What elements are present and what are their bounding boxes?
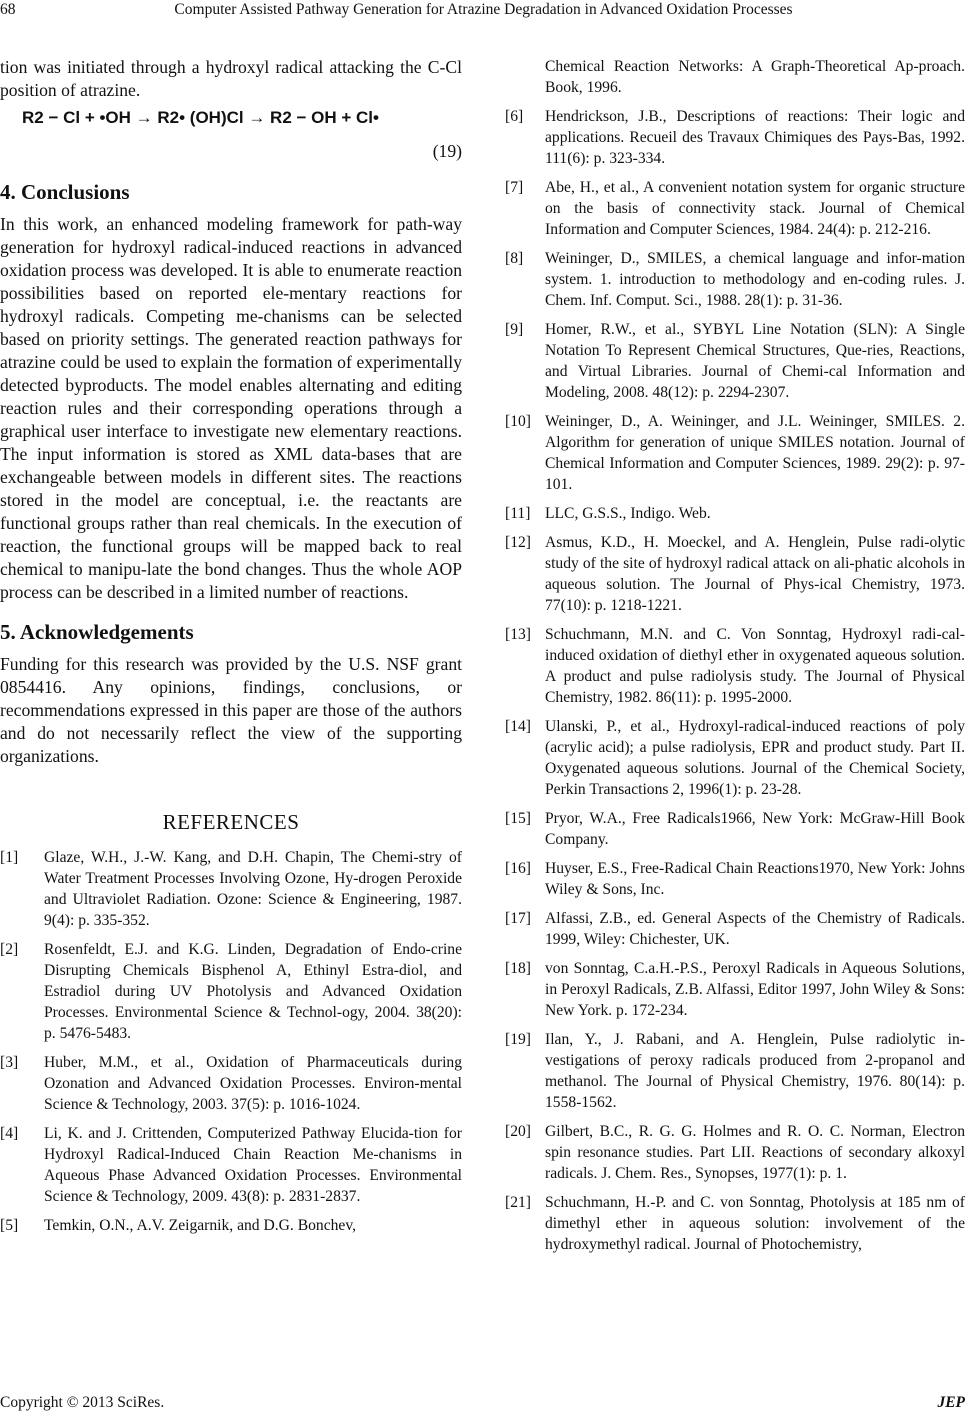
reference-item bbox=[505, 624, 965, 708]
reference-text: von Sonntag, C.a.H.-P.S., Peroxyl Radicals in Aqueous Solutions, in Peroxyl Radicals, Z.B. Alfassi, Editor 1997, John Wiley & Sons: New York. p. 172-234. bbox=[545, 960, 965, 1019]
reference-text: Pryor, W.A., Free Radicals1966, New York: McGraw-Hill Book Company. bbox=[545, 810, 965, 848]
reference-number: [19] bbox=[505, 1031, 531, 1048]
reference-number: [10] bbox=[505, 413, 531, 430]
reference-item bbox=[0, 847, 462, 931]
reference-number: [2] bbox=[0, 941, 19, 958]
reference-item bbox=[0, 1052, 462, 1115]
reference-text: Homer, R.W., et al., SYBYL Line Notation (SLN): A Single Notation To Represent Chemical Structures, Que-ries, Reactions, and Virtual Libraries. Journal of Chemi-cal Information and Modeling, 2008. 48(12): p. 2294-2307. bbox=[545, 321, 965, 401]
equation-number: (19) bbox=[432, 141, 462, 161]
equation-block bbox=[0, 108, 462, 162]
reference-item bbox=[505, 716, 965, 800]
reference-number: [12] bbox=[505, 534, 531, 551]
conclusions-paragraph: In this work, an enhanced modeling framework for path-way generation for hydroxyl radical-induced reactions in advanced oxidation process was developed. It is able to enumerate reaction possibilities based on reported ele-mentary reactions for hydroxyl radicals. Competing me-chanisms can be selected based on priority settings. The generated reaction pathways for atrazine could be used to explain the formation of experimentally detected byproducts. The model enables alternating and editing reaction rules and their corresponding operations through a graphical user interface to investigate new elementary reactions. The input information is stored as XML data-bases that are exchangeable between models in different sites. The reactions stored in the model are conceptual, i.e. the reactants are functional groups rather than real chemicals. In the execution of reaction, the functional groups will be mapped back to real chemical to manipu-late the bond changes. Thus the whole AOP process can be described in a limited number of reactions. bbox=[0, 214, 462, 602]
reference-item bbox=[505, 319, 965, 403]
reference-text: Huyser, E.S., Free-Radical Chain Reactions1970, New York: Johns Wiley & Sons, Inc. bbox=[545, 860, 965, 898]
references-heading: REFERENCES bbox=[162, 810, 300, 834]
reference-item bbox=[0, 1123, 462, 1207]
reference-item bbox=[505, 106, 965, 169]
reference-text: Asmus, K.D., H. Moeckel, and A. Henglein, Pulse radi-olytic study of the site of hydroxyl radical attack on ali-phatic alcohols in aqueous solution. The Journal of Phys-ical Chemistry, 1973. 77(10): p. 1218-1221. bbox=[545, 534, 965, 614]
reference-item bbox=[505, 56, 965, 98]
intro-paragraph: tion was initiated through a hydroxyl radical attacking the C-Cl position of atrazine. bbox=[0, 57, 462, 100]
reference-number: [7] bbox=[505, 179, 524, 196]
reference-number: [8] bbox=[505, 250, 524, 267]
reference-item bbox=[505, 1192, 965, 1255]
reference-number: [9] bbox=[505, 321, 524, 338]
reference-number: [5] bbox=[0, 1217, 19, 1234]
reference-number: [3] bbox=[0, 1054, 19, 1071]
reference-number: [14] bbox=[505, 718, 531, 735]
reference-number: [21] bbox=[505, 1194, 531, 1211]
reference-text: Ilan, Y., J. Rabani, and A. Henglein, Pulse radiolytic in-vestigations of peroxy radicals produced from 2-propanol and methanol. The Journal of Physical Chemistry, 1976. 80(14): p. 1558-1562. bbox=[545, 1031, 965, 1111]
reference-item bbox=[505, 858, 965, 900]
reference-item bbox=[505, 958, 965, 1021]
equation-formula: R2 − Cl + •OH → R2• (OH)Cl → R2 − OH + Cl• bbox=[22, 108, 379, 127]
running-title: Computer Assisted Pathway Generation for Atrazine Degradation in Advanced Oxidation Processes bbox=[174, 1, 793, 18]
reference-number: [18] bbox=[505, 960, 531, 977]
acknowledgements-paragraph: Funding for this research was provided by the U.S. NSF grant 0854416. Any opinions, findings, conclusions, or recommendations expressed in this paper are those of the authors and do not necessarily reflect the view of the supporting organizations. bbox=[0, 654, 462, 766]
acknowledgements-heading: 5. Acknowledgements bbox=[0, 620, 194, 644]
reference-item bbox=[505, 908, 965, 950]
copyright-notice: Copyright © 2013 SciRes. bbox=[0, 1394, 165, 1411]
reference-number: [6] bbox=[505, 108, 524, 125]
reference-number: [17] bbox=[505, 910, 531, 927]
reference-number: [16] bbox=[505, 860, 531, 877]
references-list-left bbox=[0, 847, 462, 1236]
reference-text: Temkin, O.N., A.V. Zeigarnik, and D.G. Bonchev, bbox=[44, 1217, 357, 1234]
reference-text: Li, K. and J. Crittenden, Computerized Pathway Elucida-tion for Hydroxyl Radical-Induced Chain Reaction Me-chanisms in Aqueous Phase Advanced Oxidation Processes. Environmental Science & Technology, 2009. 43(8): p. 2831-2837. bbox=[44, 1125, 462, 1205]
reference-text: Abe, H., et al., A convenient notation system for organic structure on the basis of connectivity stack. Journal of Chemical Information and Computer Sciences, 1984. 24(4): p. 212-216. bbox=[545, 179, 965, 238]
reference-text: Gilbert, B.C., R. G. G. Holmes and R. O. C. Norman, Electron spin resonance studies. Part LII. Reactions of secondary alkoxyl radicals. J. Chem. Res., Synopses, 1977(1): p. 1. bbox=[545, 1123, 965, 1182]
left-column bbox=[0, 56, 462, 1244]
reference-item bbox=[505, 411, 965, 495]
reference-text: Huber, M.M., et al., Oxidation of Pharmaceuticals during Ozonation and Advanced Oxidation Processes. Environ-mental Science & Technology, 2003. 37(5): p. 1016-1024. bbox=[44, 1054, 462, 1113]
reference-text: Schuchmann, H.-P. and C. von Sonntag, Photolysis at 185 nm of dimethyl ether in aqueous solution: involvement of the hydroxymethyl radical. Journal of Photochemistry, bbox=[545, 1194, 965, 1253]
reference-text: Chemical Reaction Networks: A Graph-Theoretical Ap-proach. Book, 1996. bbox=[545, 58, 965, 96]
reference-text: Hendrickson, J.B., Descriptions of reactions: Their logic and applications. Recueil des Travaux Chimiques des Pays-Bas, 1992. 111(6): p. 323-334. bbox=[545, 108, 965, 167]
reference-item bbox=[505, 532, 965, 616]
reference-item bbox=[505, 248, 965, 311]
reference-number: [20] bbox=[505, 1123, 531, 1140]
reference-item bbox=[505, 1029, 965, 1113]
right-column bbox=[505, 56, 965, 1263]
page-header bbox=[0, 0, 967, 24]
reference-item bbox=[505, 808, 965, 850]
reference-number: [15] bbox=[505, 810, 531, 827]
reference-number: [1] bbox=[0, 849, 19, 866]
reference-text: Alfassi, Z.B., ed. General Aspects of the Chemistry of Radicals. 1999, Wiley: Chichester, UK. bbox=[545, 910, 965, 948]
reference-number: [11] bbox=[505, 505, 531, 522]
reference-text: Ulanski, P., et al., Hydroxyl-radical-induced reactions of poly (acrylic acid); a pulse radiolysis, EPR and product study. Part II. Oxygenated aqueous solutions. Journal of the Chemical Society, Perkin Transactions 2, 1996(1): p. 23-28. bbox=[545, 718, 965, 798]
page-number: 68 bbox=[0, 1, 16, 18]
reference-text: LLC, G.S.S., Indigo. Web. bbox=[545, 505, 711, 522]
reference-text: Weininger, D., SMILES, a chemical language and infor-mation system. 1. introduction to methodology and en-coding rules. J. Chem. Inf. Comput. Sci., 1988. 28(1): p. 31-36. bbox=[545, 250, 965, 309]
reference-text: Weininger, D., A. Weininger, and J.L. Weininger, SMILES. 2. Algorithm for generation of unique SMILES notation. Journal of Chemical Information and Computer Sciences, 1989. 29(2): p. 97-101. bbox=[545, 413, 965, 493]
reference-number: [13] bbox=[505, 626, 531, 643]
reference-text: Schuchmann, M.N. and C. Von Sonntag, Hydroxyl radi-cal-induced oxidation of diethyl ether in oxygenated aqueous solution. A product and pulse radiolysis study. The Journal of Physical Chemistry, 1982. 86(11): p. 1995-2000. bbox=[545, 626, 965, 706]
journal-abbreviation: JEP bbox=[937, 1394, 965, 1411]
reference-item bbox=[0, 1215, 462, 1236]
reference-item bbox=[505, 1121, 965, 1184]
reference-text: Glaze, W.H., J.-W. Kang, and D.H. Chapin, The Chemi-stry of Water Treatment Processes Involving Ozone, Hy-drogen Peroxide and Ultraviolet Radiation. Ozone: Science & Engineering, 1987. 9(4): p. 335-352. bbox=[44, 849, 462, 929]
reference-item bbox=[505, 503, 965, 524]
conclusions-heading: 4. Conclusions bbox=[0, 180, 130, 204]
reference-item bbox=[0, 939, 462, 1044]
reference-item bbox=[505, 177, 965, 240]
reference-text: Rosenfeldt, E.J. and K.G. Linden, Degradation of Endo-crine Disrupting Chemicals Bisphenol A, Ethinyl Estra-diol, and Estradiol during UV Photolysis and Advanced Oxidation Processes. Environmental Science & Technol-ogy, 2004. 38(20): p. 5476-5483. bbox=[44, 941, 462, 1042]
reference-number: [4] bbox=[0, 1125, 19, 1142]
